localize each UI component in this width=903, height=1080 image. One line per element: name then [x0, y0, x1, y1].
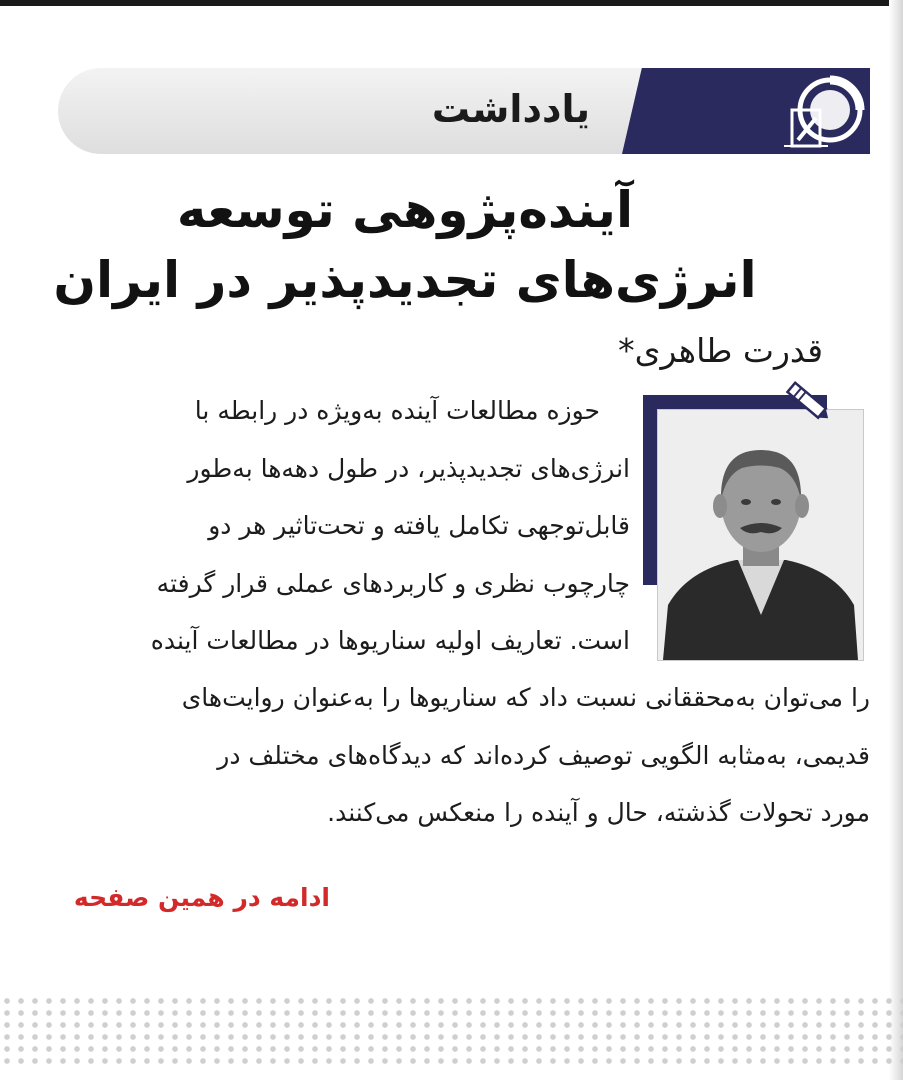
continue-link[interactable]: ادامه در همین صفحه: [73, 883, 330, 912]
article-body-bottom: [48, 669, 870, 842]
magnifier-pen-logo-icon: [770, 70, 870, 154]
author-photo: [657, 409, 864, 661]
body-line: قابل‌توجهی تکامل یافته و تحت‌تاثیر هر دو: [208, 511, 630, 540]
title-line-1: آینده‌پژوهی توسعه: [176, 181, 634, 239]
top-border: [0, 0, 903, 6]
body-line: قدیمی، به‌مثابه الگویی توصیف کرده‌اند که دیدگاه‌های مختلف در: [217, 740, 870, 770]
pencil-icon: [780, 378, 832, 424]
body-line: حوزه مطالعات آینده به‌ویژه در رابطه با: [194, 396, 600, 425]
title-line-2: انرژی‌های تجدیدپذیر در ایران: [53, 251, 757, 309]
body-line: است. تعاریف اولیه سناریوها در مطالعات آینده: [150, 626, 630, 655]
body-line: را می‌توان به‌محققانی نسبت داد که سناریوها را به‌عنوان روایت‌های: [181, 683, 870, 712]
author-name: قدرت طاهری*: [618, 331, 823, 370]
article-title: [40, 175, 770, 315]
author-portrait-image: [658, 410, 863, 660]
article-body-top: [48, 382, 630, 670]
page-fold-shadow: [889, 0, 903, 1080]
dotted-separator: [0, 995, 903, 1070]
body-line: انرژی‌های تجدیدپذیر، در طول دهه‌ها به‌طور: [187, 453, 630, 483]
body-line: چارچوب نظری و کاربردهای عملی قرار گرفته: [156, 568, 630, 598]
section-label: یادداشت: [431, 87, 590, 131]
body-line: مورد تحولات گذشته، حال و آینده را منعکس می‌کنند.: [327, 798, 870, 827]
